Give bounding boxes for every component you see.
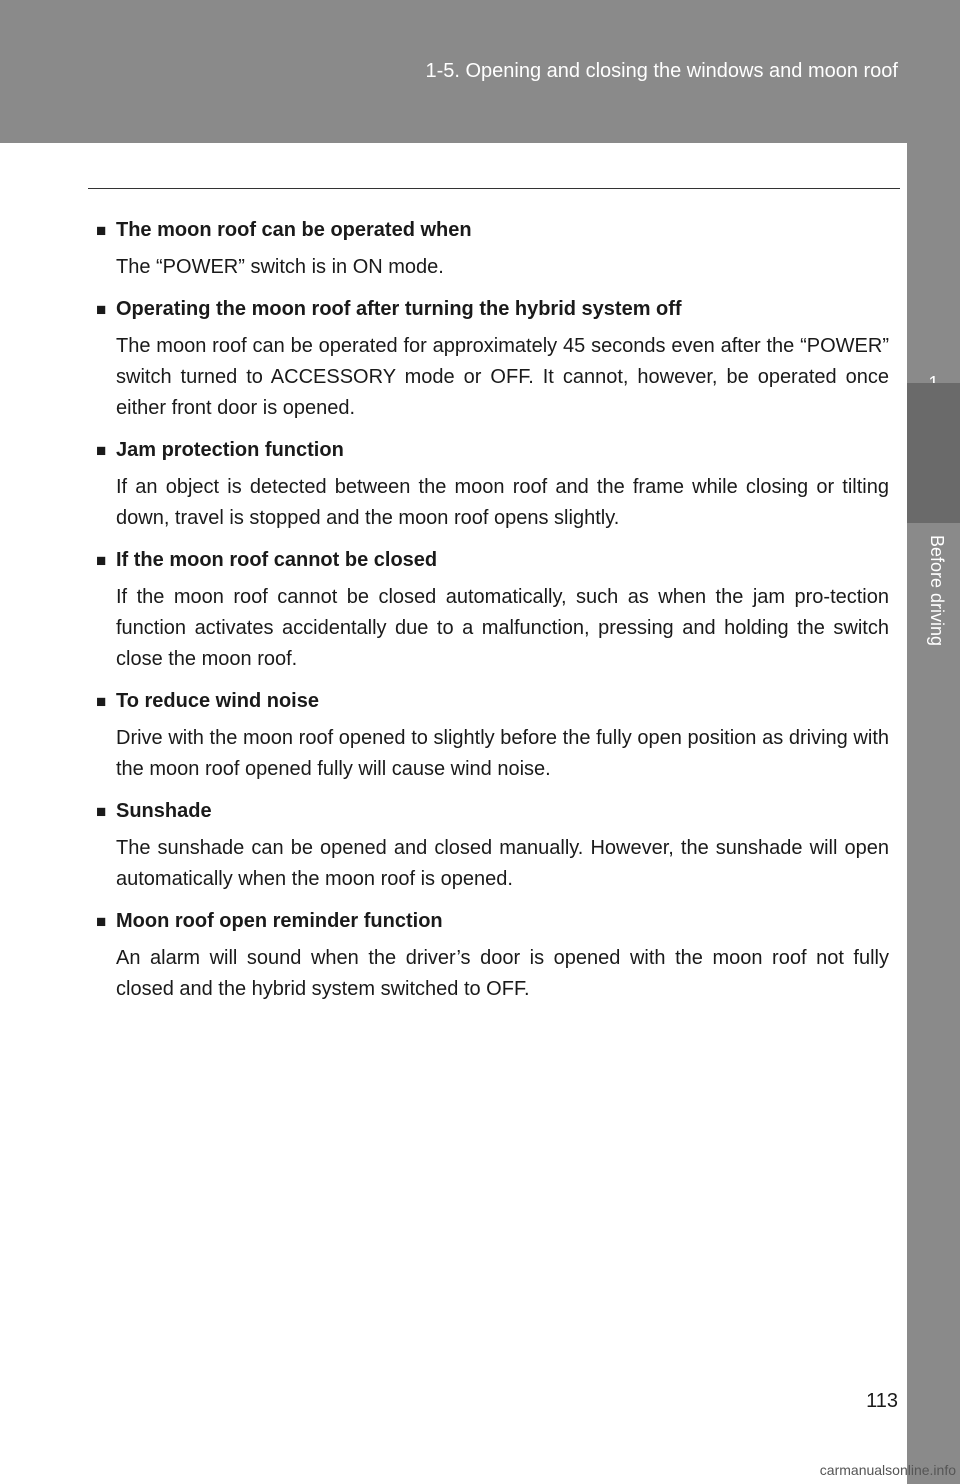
page-content <box>96 215 889 1016</box>
square-bullet-icon: ■ <box>96 802 107 821</box>
section-body: The “POWER” switch is in ON mode. <box>116 256 444 278</box>
section-body: The sunshade can be opened and closed manually. However, the sunshade will open automatically when the moon roof is opened. <box>116 837 889 890</box>
section-sunshade <box>96 796 889 895</box>
section-title: ■ Moon roof open reminder function <box>96 906 889 937</box>
page-number: 113 <box>866 1390 898 1412</box>
square-bullet-icon: ■ <box>96 551 107 570</box>
section-after-hybrid-off <box>96 294 889 424</box>
section-title: ■ To reduce wind noise <box>96 686 889 717</box>
section-body: The moon roof can be operated for approximately 45 seconds even after the “POWER” switch turned to ACCESSORY mode or OFF. It cannot, however, be operated once either front door is opened. <box>116 335 889 419</box>
header-divider <box>88 188 900 189</box>
watermark: carmanualsonline.info <box>819 1462 956 1478</box>
side-tab <box>907 143 960 1484</box>
section-title: ■ Sunshade <box>96 796 889 827</box>
section-title: ■ If the moon roof cannot be closed <box>96 545 889 576</box>
square-bullet-icon: ■ <box>96 221 107 240</box>
section-jam-protection <box>96 435 889 534</box>
chapter-title: 1-5. Opening and closing the windows and moon roof <box>425 60 898 82</box>
square-bullet-icon: ■ <box>96 912 107 931</box>
side-tab-label: Before driving <box>927 535 947 647</box>
section-cannot-close <box>96 545 889 675</box>
section-open-reminder <box>96 906 889 1005</box>
section-title: ■ Operating the moon roof after turning the hybrid system off <box>96 294 889 325</box>
section-body: If an object is detected between the moon roof and the frame while closing or tilting down, travel is stopped and the moon roof opens slightly. <box>116 476 889 529</box>
page-header <box>0 0 960 143</box>
section-wind-noise <box>96 686 889 785</box>
section-title: ■ Jam protection function <box>96 435 889 466</box>
square-bullet-icon: ■ <box>96 692 107 711</box>
section-body: If the moon roof cannot be closed automatically, such as when the jam pro-tection function activates accidentally due to a malfunction, pressing and holding the switch close the moon roof. <box>116 586 889 670</box>
square-bullet-icon: ■ <box>96 441 107 460</box>
section-body: An alarm will sound when the driver’s door is opened with the moon roof not fully closed and the hybrid system switched to OFF. <box>116 947 889 1000</box>
side-tab-highlight <box>907 383 960 523</box>
square-bullet-icon: ■ <box>96 300 107 319</box>
section-body: Drive with the moon roof opened to slightly before the fully open position as driving with the moon roof opened fully will cause wind noise. <box>116 727 889 780</box>
section-title: ■ The moon roof can be operated when <box>96 215 889 246</box>
section-operation-condition <box>96 215 889 283</box>
